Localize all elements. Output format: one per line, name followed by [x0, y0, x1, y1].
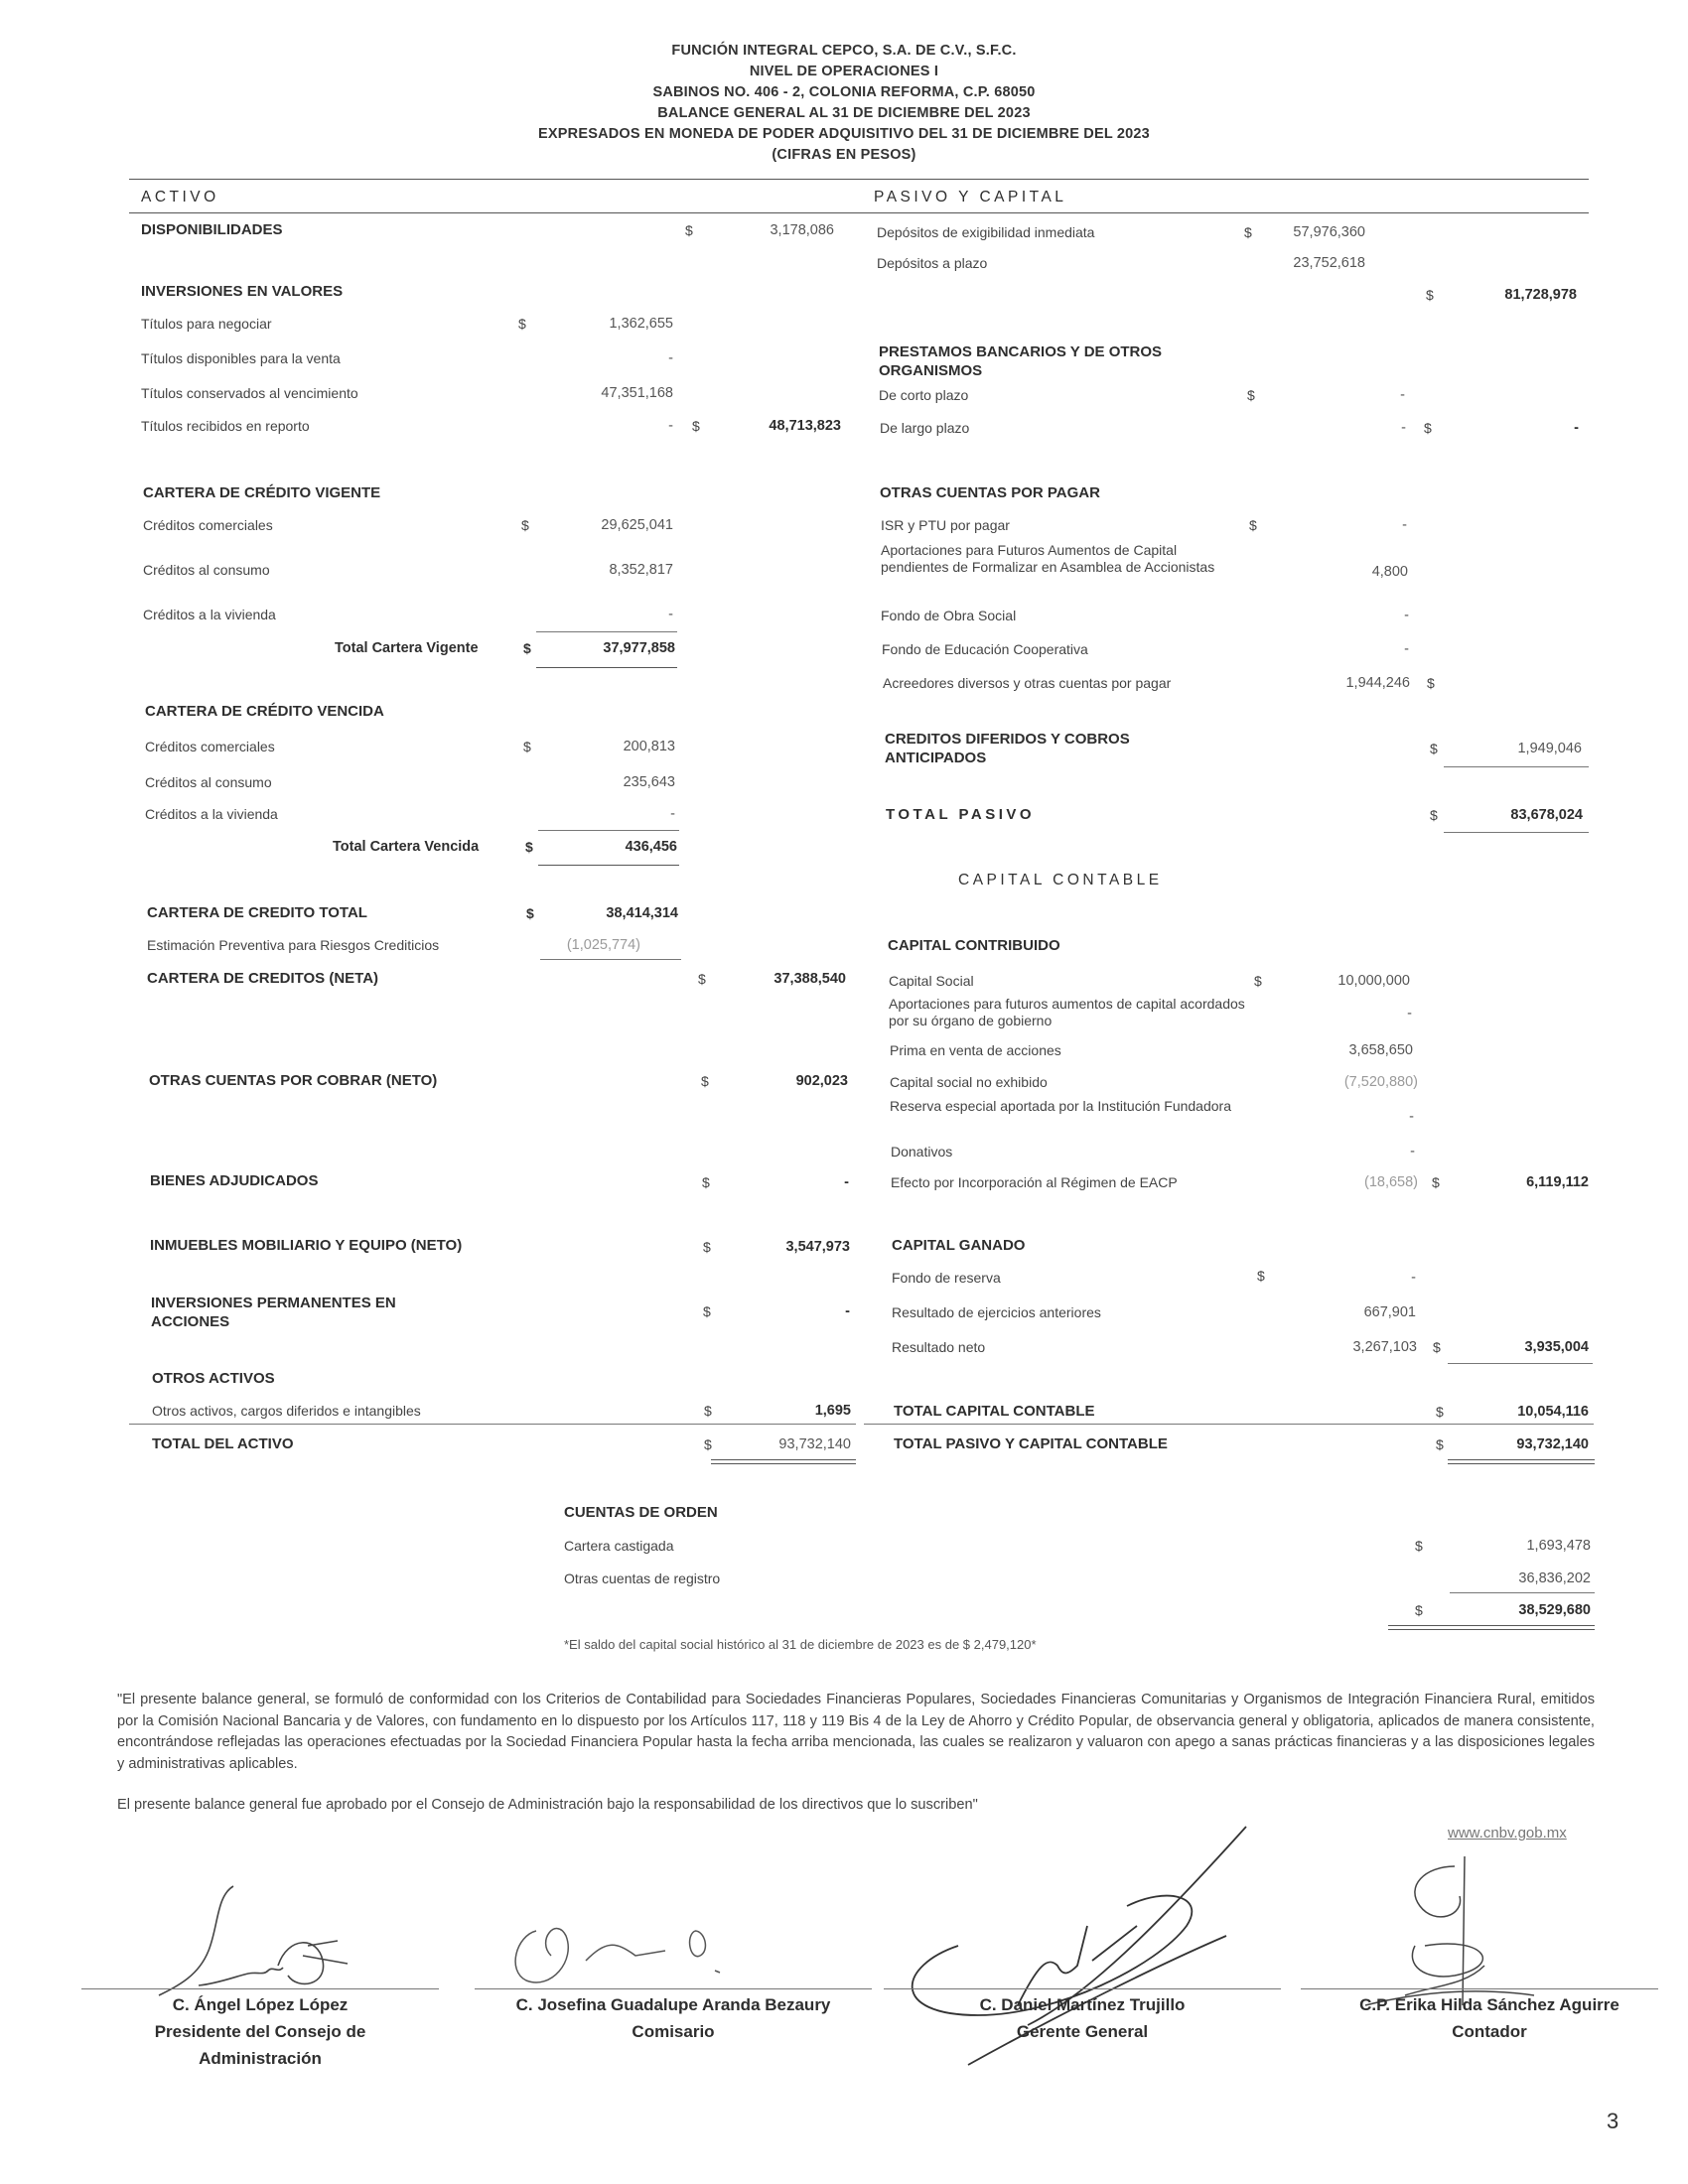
ganado-total-rule — [1448, 1363, 1593, 1364]
prestamos-currency: $ — [1424, 420, 1432, 436]
statement-units: (CIFRAS EN PESOS) — [772, 147, 916, 163]
inv-permanentes-currency: $ — [703, 1303, 711, 1319]
contribuido-item-value: - — [1409, 1109, 1414, 1125]
cartera-neta-currency: $ — [698, 971, 706, 987]
deposito-item-label: Depósitos a plazo — [877, 255, 988, 271]
signer-contador — [1301, 1991, 1678, 2045]
depositos-total: 81,728,978 — [1504, 287, 1577, 303]
disponibilidades-total: 3,178,086 — [770, 222, 834, 238]
disponibilidades-currency: $ — [685, 222, 693, 238]
inversion-item-label: Títulos recibidos en reporto — [141, 418, 310, 434]
total-activo-label: TOTAL DEL ACTIVO — [152, 1435, 294, 1452]
signer-role: Presidente del Consejo de Administración — [154, 2022, 366, 2068]
cxp-item-value: 4,800 — [1371, 564, 1408, 580]
vigente-item-value: - — [668, 607, 673, 622]
ganado-item-label: Fondo de reserva — [892, 1270, 1001, 1286]
deposito-item-label: Depósitos de exigibilidad inmediata — [877, 224, 1095, 240]
prestamo-item-value: - — [1401, 420, 1406, 436]
total-pasivo-rule — [1444, 832, 1589, 833]
total-pasivo-total: 83,678,024 — [1510, 807, 1583, 823]
signature-line-gerente — [884, 1988, 1281, 1989]
cuentas-orden-item-value: 1,693,478 — [1526, 1538, 1591, 1554]
estimacion-value: (1,025,774) — [566, 937, 640, 953]
cxp-item-value: - — [1404, 608, 1409, 623]
cuentas-orden-item-label: Cartera castigada — [564, 1538, 674, 1554]
cxp-item-label: ISR y PTU por pagar — [881, 517, 1010, 533]
pasivo-total-top-rule — [864, 1424, 1594, 1425]
contribuido-currency: $ — [1432, 1174, 1440, 1190]
otras-cxc-label: OTRAS CUENTAS POR COBRAR (NETO) — [149, 1072, 438, 1089]
vigente-total-rule — [536, 667, 677, 668]
cxp-item-currency: $ — [1249, 517, 1257, 533]
total-vigente-currency: $ — [523, 640, 531, 656]
cxp-item-label: Acreedores diversos y otras cuentas por pagar — [883, 675, 1172, 691]
cnbv-url[interactable]: www.cnbv.gob.mx — [1448, 1825, 1567, 1842]
legal-paragraph: "El presente balance general, se formuló de conformidad con los Criterios de Contabilidad para Sociedades Financieras Populares, Sociedades Financieras Comunitarias y Organismos de Integración Financiera Rural, emitidos por la Comisión Nacional Bancaria y de Valores, con fundamento en lo dispuesto por los Artículos 117, 118 y 119 Bis 4 de la Ley de Ahorro y Crédito Popular, de observancia general y obligatoria, aplicados de manera consistente, encontrándose reflejadas las operaciones efectuadas por la Sociedad Financiera Popular hasta la fecha arriba mencionada, las cuales se realizaron y valuaron con apego a sanas prácticas financieras y a las disposiciones legales y administrativas aplicables. — [117, 1692, 1595, 1772]
cxp-item-value: 1,944,246 — [1345, 675, 1410, 691]
contribuido-item-label: Capital social no exhibido — [890, 1074, 1048, 1090]
vigente-item-currency: $ — [521, 517, 529, 533]
page-number: 3 — [1607, 2109, 1619, 2133]
contribuido-item-label: Capital Social — [889, 973, 974, 989]
signature-line-contador — [1301, 1988, 1658, 1989]
activo-heading: ACTIVO — [141, 189, 219, 205]
company-address: SABINOS NO. 406 - 2, COLONIA REFORMA, C.P. 68050 — [652, 84, 1036, 100]
creditos-diferidos-currency: $ — [1430, 741, 1438, 756]
cxp-item-label: Fondo de Obra Social — [881, 608, 1017, 623]
approval-statement: El presente balance general fue aprobado por el Consejo de Administración bajo la responsabilidad de los directivos que lo suscriben" — [117, 1797, 978, 1813]
signer-name: C. Daniel Martínez Trujillo — [979, 1995, 1186, 2014]
inversion-item-value: 47,351,168 — [601, 385, 673, 401]
prestamo-item-label: De largo plazo — [880, 420, 970, 436]
creditos-diferidos-label: CREDITOS DIFERIDOS Y COBROS ANTICIPADOS — [885, 731, 1130, 766]
activo-total-double-rule-2 — [711, 1463, 856, 1464]
otros-activos-currency: $ — [704, 1403, 712, 1419]
total-activo-value: 93,732,140 — [778, 1436, 851, 1452]
otras-cxp-currency: $ — [1427, 675, 1435, 691]
total-vigente-label: Total Cartera Vigente — [335, 640, 479, 656]
signature-line-presidente — [81, 1988, 439, 1989]
inmuebles-currency: $ — [703, 1239, 711, 1255]
bienes-total: - — [844, 1174, 849, 1190]
cartera-vigente-heading: CARTERA DE CRÉDITO VIGENTE — [143, 484, 381, 501]
estimacion-rule — [540, 959, 681, 960]
cuentas-orden-double-rule-1 — [1388, 1625, 1595, 1626]
inversiones-heading: INVERSIONES EN VALORES — [141, 283, 344, 300]
pasivo-total-double-rule-1 — [1448, 1459, 1595, 1460]
vencida-item-label: Créditos a la vivienda — [145, 806, 278, 822]
contribuido-item-value: 10,000,000 — [1337, 973, 1410, 989]
signature-presidente-image — [139, 1856, 387, 2005]
vigente-item-value: 29,625,041 — [601, 517, 673, 533]
inversion-item-label: Títulos para negociar — [141, 316, 272, 332]
signer-name: C. Josefina Guadalupe Aranda Bezaury — [515, 1995, 831, 2014]
signature-line-comisario — [475, 1988, 872, 1989]
cartera-vencida-heading: CARTERA DE CRÉDITO VENCIDA — [145, 703, 384, 720]
vencida-item-value: 200,813 — [623, 739, 675, 754]
ganado-item-label: Resultado de ejercicios anteriores — [892, 1304, 1101, 1320]
signer-name: C.P. Erika Hilda Sánchez Aguirre — [1359, 1995, 1619, 2014]
vigente-item-label: Créditos a la vivienda — [143, 607, 276, 622]
contribuido-item-value: (18,658) — [1363, 1174, 1418, 1190]
inversion-item-label: Títulos disponibles para la venta — [141, 350, 341, 366]
otras-cxp-heading: OTRAS CUENTAS POR PAGAR — [880, 484, 1100, 501]
deposito-item-value: 23,752,618 — [1293, 255, 1365, 271]
vigente-item-label: Créditos comerciales — [143, 517, 273, 533]
signer-gerente — [884, 1991, 1281, 2045]
total-pasivo-currency: $ — [1430, 807, 1438, 823]
activo-total-double-rule-1 — [711, 1459, 856, 1460]
cxp-item-value: - — [1402, 517, 1407, 533]
statement-title: BALANCE GENERAL AL 31 DE DICIEMBRE DEL 2023 — [657, 105, 1031, 121]
estimacion-label: Estimación Preventiva para Riesgos Crediticios — [147, 937, 440, 953]
contribuido-item-label: Efecto por Incorporación al Régimen de EACP — [891, 1174, 1178, 1190]
contribuido-total: 6,119,112 — [1526, 1174, 1589, 1190]
statement-basis: EXPRESADOS EN MONEDA DE PODER ADQUISITIVO DEL 31 DE DICIEMBRE DEL 2023 — [538, 126, 1150, 142]
total-pasivo-label: TOTAL PASIVO — [886, 806, 1036, 823]
cartera-neta-total: 37,388,540 — [774, 971, 846, 987]
total-capital-currency: $ — [1436, 1404, 1444, 1420]
cartera-neta-label: CARTERA DE CREDITOS (NETA) — [147, 970, 379, 987]
capital-contable-heading: CAPITAL CONTABLE — [958, 872, 1163, 888]
company-name: FUNCIÓN INTEGRAL CEPCO, S.A. DE C.V., S.F.C. — [671, 43, 1017, 59]
capital-ganado-heading: CAPITAL GANADO — [892, 1237, 1026, 1254]
cuentas-orden-total: 38,529,680 — [1518, 1602, 1591, 1618]
ganado-item-label: Resultado neto — [892, 1339, 986, 1355]
vencida-item-label: Créditos comerciales — [145, 739, 275, 754]
inversiones-total: 48,713,823 — [769, 418, 841, 434]
cuentas-orden-item-label: Otras cuentas de registro — [564, 1570, 721, 1586]
cartera-total-value: 38,414,314 — [606, 905, 678, 921]
pasivo-total-double-rule-2 — [1448, 1463, 1595, 1464]
signer-role: Comisario — [632, 2022, 715, 2041]
cuentas-orden-item-value: 36,836,202 — [1518, 1570, 1591, 1586]
bienes-label: BIENES ADJUDICADOS — [150, 1172, 319, 1189]
contribuido-item-label: Prima en venta de acciones — [890, 1042, 1061, 1058]
signer-comisario — [475, 1991, 872, 2045]
cxp-item-value: - — [1404, 641, 1409, 657]
header-bottom-rule — [129, 212, 1589, 213]
disponibilidades-label: DISPONIBILIDADES — [141, 221, 283, 238]
contribuido-item-label: Aportaciones para futuros aumentos de capital acordados por su órgano de gobierno — [889, 996, 1245, 1028]
contribuido-item-value: 3,658,650 — [1348, 1042, 1413, 1058]
inversion-item-value: 1,362,655 — [609, 316, 673, 332]
ganado-item-value: 667,901 — [1363, 1304, 1416, 1320]
total-pasivo-capital-label: TOTAL PASIVO Y CAPITAL CONTABLE — [894, 1435, 1168, 1452]
inmuebles-total: 3,547,973 — [785, 1239, 850, 1255]
vencida-item-label: Créditos al consumo — [145, 774, 272, 790]
signer-role: Contador — [1452, 2022, 1527, 2041]
total-vencida-label: Total Cartera Vencida — [333, 839, 480, 855]
ganado-item-currency: $ — [1257, 1268, 1265, 1284]
otros-activos-total: 1,695 — [814, 1403, 851, 1419]
inv-permanentes-total: - — [845, 1303, 850, 1319]
deposito-item-value: 57,976,360 — [1293, 224, 1365, 240]
prestamos-total: - — [1574, 420, 1579, 436]
activo-total-top-rule — [129, 1424, 856, 1425]
inversiones-currency: $ — [692, 418, 700, 434]
contribuido-item-label: Donativos — [891, 1144, 953, 1160]
prestamos-heading: PRESTAMOS BANCARIOS Y DE OTROS ORGANISMOS — [879, 343, 1163, 379]
contribuido-item-currency: $ — [1254, 973, 1262, 989]
cxp-item-label: Aportaciones para Futuros Aumentos de Capital pendientes de Formalizar en Asamblea de Accionistas — [881, 542, 1215, 575]
vencida-total-rule — [538, 865, 679, 866]
cuentas-orden-subtotal-rule — [1450, 1592, 1595, 1593]
otros-activos-label: Otros activos, cargos diferidos e intangibles — [152, 1403, 421, 1419]
prestamo-item-currency: $ — [1247, 387, 1255, 403]
ganado-item-value: - — [1411, 1270, 1416, 1286]
total-capital-label: TOTAL CAPITAL CONTABLE — [894, 1403, 1095, 1420]
total-pasivo-capital-currency: $ — [1436, 1436, 1444, 1452]
cxp-item-label: Fondo de Educación Cooperativa — [882, 641, 1088, 657]
otros-activos-heading: OTROS ACTIVOS — [152, 1370, 275, 1387]
total-activo-currency: $ — [704, 1436, 712, 1452]
total-vigente-value: 37,977,858 — [603, 640, 675, 656]
vencida-subtotal-rule — [538, 830, 679, 831]
inversion-item-label: Títulos conservados al vencimiento — [141, 385, 358, 401]
contribuido-item-value: - — [1410, 1144, 1415, 1160]
total-capital-total: 10,054,116 — [1517, 1404, 1589, 1420]
contribuido-item-value: - — [1407, 1006, 1412, 1022]
cartera-total-label: CARTERA DE CREDITO TOTAL — [147, 904, 367, 921]
signer-name: C. Ángel López López — [172, 1995, 349, 2014]
total-vencida-value: 436,456 — [625, 839, 677, 855]
inmuebles-label: INMUEBLES MOBILIARIO Y EQUIPO (NETO) — [150, 1237, 463, 1254]
contribuido-item-value: (7,520,880) — [1343, 1074, 1418, 1090]
signer-presidente — [81, 1991, 439, 2072]
vencida-item-value: - — [670, 806, 675, 822]
contribuido-item-label: Reserva especial aportada por la Institución Fundadora — [890, 1098, 1231, 1114]
cuentas-orden-currency: $ — [1415, 1602, 1423, 1618]
vigente-item-value: 8,352,817 — [609, 562, 673, 578]
capital-contribuido-heading: CAPITAL CONTRIBUIDO — [888, 937, 1060, 954]
ganado-currency: $ — [1433, 1339, 1441, 1355]
vencida-item-currency: $ — [523, 739, 531, 754]
deposito-item-currency: $ — [1244, 224, 1252, 240]
inversion-item-value: - — [668, 350, 673, 366]
total-vencida-currency: $ — [525, 839, 533, 855]
pasivo-capital-heading: PASIVO Y CAPITAL — [874, 189, 1067, 205]
inv-permanentes-label: INVERSIONES PERMANENTES EN ACCIONES — [151, 1295, 396, 1330]
ganado-total: 3,935,004 — [1524, 1339, 1589, 1355]
cuentas-orden-double-rule-2 — [1388, 1629, 1595, 1630]
inversion-item-currency: $ — [518, 316, 526, 332]
depositos-currency: $ — [1426, 287, 1434, 303]
vigente-item-label: Créditos al consumo — [143, 562, 270, 578]
header-top-rule — [129, 179, 1589, 180]
cuentas-orden-heading: CUENTAS DE ORDEN — [564, 1504, 718, 1521]
prestamo-item-value: - — [1400, 387, 1405, 403]
creditos-diferidos-rule — [1444, 766, 1589, 767]
inversion-item-value: - — [668, 418, 673, 434]
cartera-total-currency: $ — [526, 905, 534, 921]
otras-cxc-total: 902,023 — [795, 1073, 848, 1089]
total-pasivo-capital-total: 93,732,140 — [1516, 1436, 1589, 1452]
ganado-item-value: 3,267,103 — [1352, 1339, 1417, 1355]
otras-cxc-currency: $ — [701, 1073, 709, 1089]
prestamo-item-label: De corto plazo — [879, 387, 969, 403]
vencida-item-value: 235,643 — [623, 774, 675, 790]
capital-historico-note: *El saldo del capital social histórico al 31 de diciembre de 2023 es de $ 2,479,120* — [564, 1637, 1037, 1652]
signer-role: Gerente General — [1016, 2022, 1149, 2041]
cuentas-orden-item-currency: $ — [1415, 1538, 1423, 1554]
bienes-currency: $ — [702, 1174, 710, 1190]
operation-level: NIVEL DE OPERACIONES I — [749, 64, 939, 79]
vigente-subtotal-rule — [536, 631, 677, 632]
creditos-diferidos-total: 1,949,046 — [1517, 741, 1582, 756]
